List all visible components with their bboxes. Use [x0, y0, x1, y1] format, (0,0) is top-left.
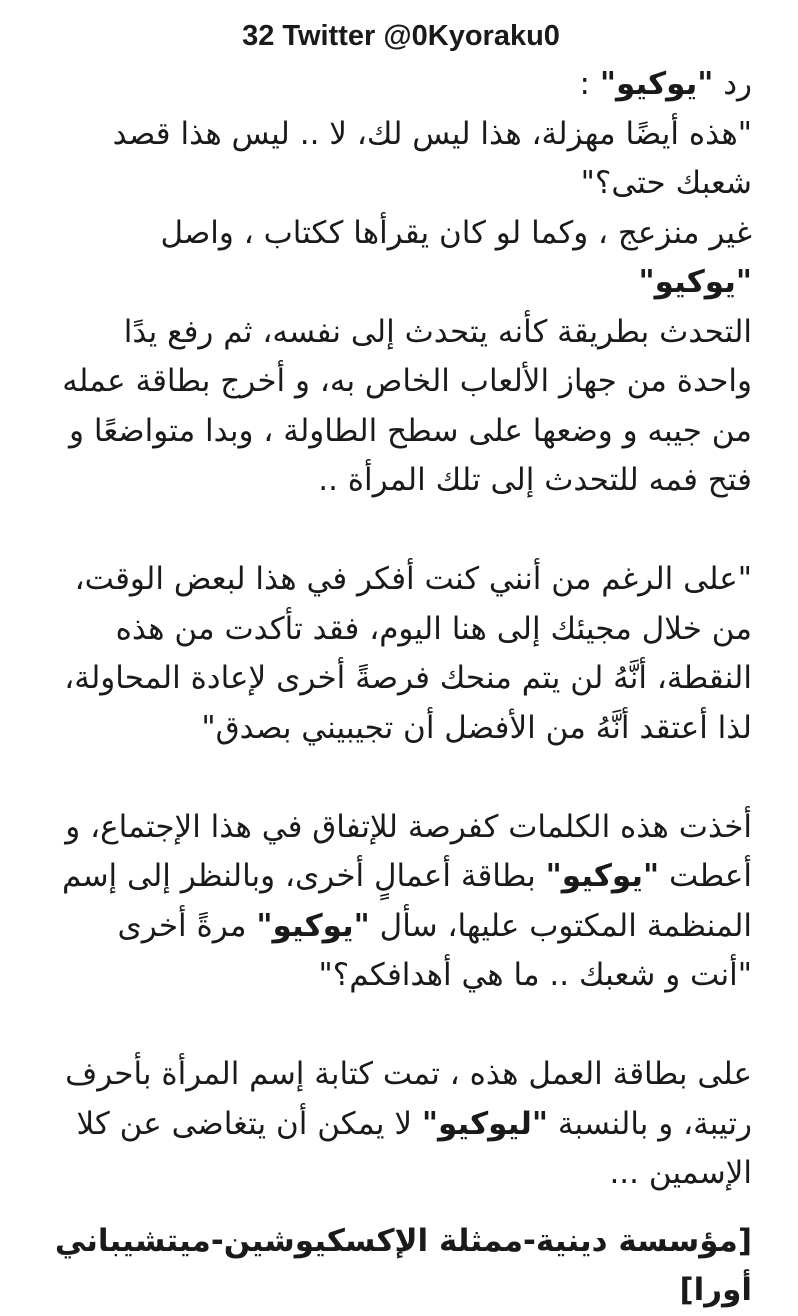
footer-text: [مؤسسة دينية-ممثلة الإكسكيوشين-ميتشيباني أورا] [54, 1222, 752, 1308]
text-line: أعطت "يوكيو" بطاقة أعمالٍ أخرى، وبالنظر إلى إسم [61, 858, 752, 894]
character-name: "ليوكيو" [421, 1105, 549, 1142]
character-name: "يوكيو" [599, 66, 714, 102]
text-line: رد "يوكيو" : [579, 66, 752, 102]
text-line: من خلال مجيئك إلى هنا اليوم، فقد تأكدت من هذه [115, 610, 752, 647]
page-header [50, 16, 752, 60]
text-line: الإسمين ... [609, 1155, 752, 1191]
character-name: "يوكيو" [256, 907, 370, 944]
paragraph-gap [50, 1001, 752, 1051]
paragraph-3 [50, 803, 752, 1001]
footer-caption [50, 1217, 752, 1316]
text-line: رتيبة، و بالنسبة "ليوكيو" لا يمكن أن يتغاضى عن كلا [76, 1105, 752, 1142]
text-line: أخذت هذه الكلمات كفرصة للإتفاق في هذا الإجتماع، و [65, 808, 752, 845]
text-line: التحدث بطريقة كأنه يتحدث إلى نفسه، ثم رفع يدًا [123, 313, 752, 350]
text-line: المنظمة المكتوب عليها، سأل "يوكيو" مرةً أخرى [117, 907, 752, 944]
text-line: شعبك حتى؟" [580, 165, 752, 201]
paragraph-1 [50, 60, 752, 506]
text-line: من جيبه و وضعها على سطح الطاولة ، وبدا متواضعًا و [69, 412, 752, 449]
paragraph-gap [50, 506, 752, 556]
text-line: واحدة من جهاز الألعاب الخاص به، و أخرج بطاقة عمله [62, 363, 752, 399]
paragraph-gap [50, 753, 752, 803]
paragraph-2 [50, 555, 752, 753]
text-line: فتح فمه للتحدث إلى تلك المرأة .. [318, 462, 752, 498]
text-line: النقطة، أنَّهُ لن يتم منحك فرصةً أخرى لإعادة المحاولة، [64, 660, 752, 696]
text-line: "على الرغم من أنني كنت أفكر في هذا لبعض الوقت، [74, 561, 752, 597]
header-title: 32 Twitter @0Kyoraku0 [242, 20, 560, 52]
document-body [50, 60, 752, 1316]
text-line: على بطاقة العمل هذه ، تمت كتابة إسم المرأة بأحرف [65, 1056, 752, 1092]
paragraph-4 [50, 1050, 752, 1199]
text-line: "أنت و شعبك .. ما هي أهدافكم؟" [318, 957, 752, 993]
text-line: غير منزعج ، وكما لو كان يقرأها ككتاب ، واصل "يوكيو" [160, 214, 752, 300]
text-line: "هذه أيضًا مهزلة، هذا ليس لك، لا .. ليس هذا قصد [112, 115, 752, 152]
character-name: "يوكيو" [545, 858, 660, 894]
character-name: "يوكيو" [638, 264, 752, 300]
text-line: لذا أعتقد أنَّهُ من الأفضل أن تجيبيني بصدق" [201, 709, 752, 746]
